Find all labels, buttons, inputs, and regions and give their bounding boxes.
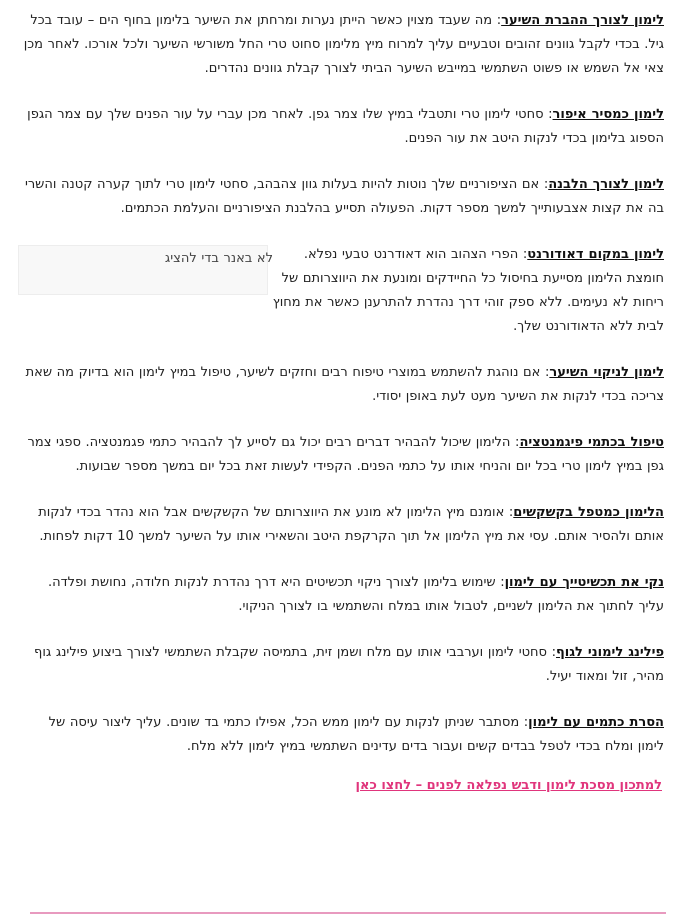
paragraph-pigmentation (18, 431, 664, 479)
ad-placeholder-box (18, 245, 273, 295)
bottom-divider (30, 912, 666, 914)
recipe-link[interactable]: למתכון מסכת לימון ודבש נפלאה לפנים – לחצו כאן (355, 778, 662, 793)
text-dandruff: : אומנם מיץ הלימון לא מונע את היווצרותם של הקשקשים אבל הוא נהדר בכדי לנקות אותם ולהסיר אותם. עסי את מיץ הלימון אל תוך הקרקפת היטב והשאירי אותו על השיער למשך 10 דקות לפחות. (38, 505, 664, 544)
recipe-link-line (18, 775, 664, 797)
paragraph-jewelry (18, 571, 664, 619)
text-hair-lightening: : מה שעבד מצוין כאשר הייתן נערות ומרחתן את השיער בלימון בחוף הים – עובד בכל גיל. בכדי לקבל גוונים זהובים וטבעיים עליך למרוח מיץ מלימון סחוט טרי החל משורשי השיער ולכל אורכו. לאחר מכן צאי אל השמש או פשוט השתמשי במייבש השיער הביתי לצורך קבלת גוונים נהדרים. (23, 13, 664, 76)
paragraph-whitening (18, 173, 664, 221)
paragraph-dandruff (18, 501, 664, 549)
term-jewelry: נקי את תכשיטייך עם לימון (504, 575, 664, 590)
paragraph-body-peeling (18, 641, 664, 689)
text-whitening: : אם הציפורניים שלך נוטות להיות בעלות גוון צהבהב, סחטי לימון טרי לתוך קערה קטנה והשרי בה את קצות אצבעותייך למשך מספר דקות. הפעולה תסייע בהלבנת הציפורניים והעלמת הכתמים. (24, 177, 664, 216)
text-body-peeling: : סחטי לימון וערבבי אותו עם מלח ושמן זית, בתמיסה שקבלת השתמשי לצורך ביצוע פילינג גוף מהיר, זול ומאוד יעיל. (34, 645, 664, 684)
term-makeup-remover: לימון כמסיר איפור (552, 107, 664, 122)
text-deodorant: : הפרי הצהוב הוא דאודרנט טבעי נפלא. חומצת הלימון מסייעת בחיסול כל החיידקים ומונעת את היווצרותם של ריחות לא נעימים. ללא ספק זוהי דרך נהדרת להתרענן כאשר את מחוץ לבית ללא הדאודורנט שלך. (272, 247, 664, 334)
ad-placeholder-text: לא באנר בדי להציג (164, 251, 273, 266)
term-whitening: לימון לצורך הלבנה (548, 177, 664, 192)
paragraph-deodorant (18, 243, 664, 339)
text-stain-removal: : מסתבר שניתן לנקות עם לימון ממש הכל, אפילו כתמי בד שונים. עליך ליצור עיסה של לימון ומלח בכדי לטפל בבדים קשים ועבור בדים עדינים השתמשי במיץ לימון ללא מלח. (48, 715, 664, 754)
term-hair-lightening: לימון לצורך ההברת השיער (501, 13, 664, 28)
term-pigmentation: טיפול בכתמי פיגמנטציה (519, 435, 664, 450)
paragraph-hair-cleaning (18, 361, 664, 409)
text-hair-cleaning: : אם נוהגת להשתמש במוצרי טיפוח רבים וחזקים לשיער, טיפול במיץ לימון הוא בדיוק מה שאת צריכה בכדי לנקות את השיער מעט לעת באופן יסודי. (25, 365, 664, 404)
text-jewelry: : שימוש בלימון לצורך ניקוי תכשיטים היא דרך נהדרת לנקות חלודה, נחושת ופלדה. עליך לחתוך את הלימון לשניים, לטבול אותו במלח והשתמשי בו לצורך הניקוי. (47, 575, 664, 614)
term-stain-removal: הסרת כתמים עם לימון (528, 715, 664, 730)
term-body-peeling: פילינג לימוני לגוף (555, 645, 664, 660)
paragraph-stain-removal (18, 711, 664, 759)
paragraph-makeup-remover (18, 103, 664, 151)
text-pigmentation: : הלימון שיכול להבהיר דברים רבים יכול גם לסייע לך להבהיר כתמי פגמנטציה. ספגי צמר גפן במיץ לימון טרי בכל יום והניחי אותו על כתמי הפנים. הקפידי לעשות זאת בכל יום במשך מספר שבועות. (27, 435, 664, 474)
text-makeup-remover: : סחטי לימון טרי ותטבלי במיץ שלו צמר גפן. לאחר מכן עברי על עור הפנים שלך עם צמר הגפן הספוג בלימון בכדי לנקות היטב את עור הפנים. (27, 107, 664, 146)
term-dandruff: הלימון כמטפל בקשקשים (513, 505, 664, 520)
paragraph-hair-lightening (18, 9, 664, 81)
term-deodorant: לימון במקום דאודורנט (527, 247, 664, 262)
term-hair-cleaning: לימון לניקוי השיער (549, 365, 664, 380)
